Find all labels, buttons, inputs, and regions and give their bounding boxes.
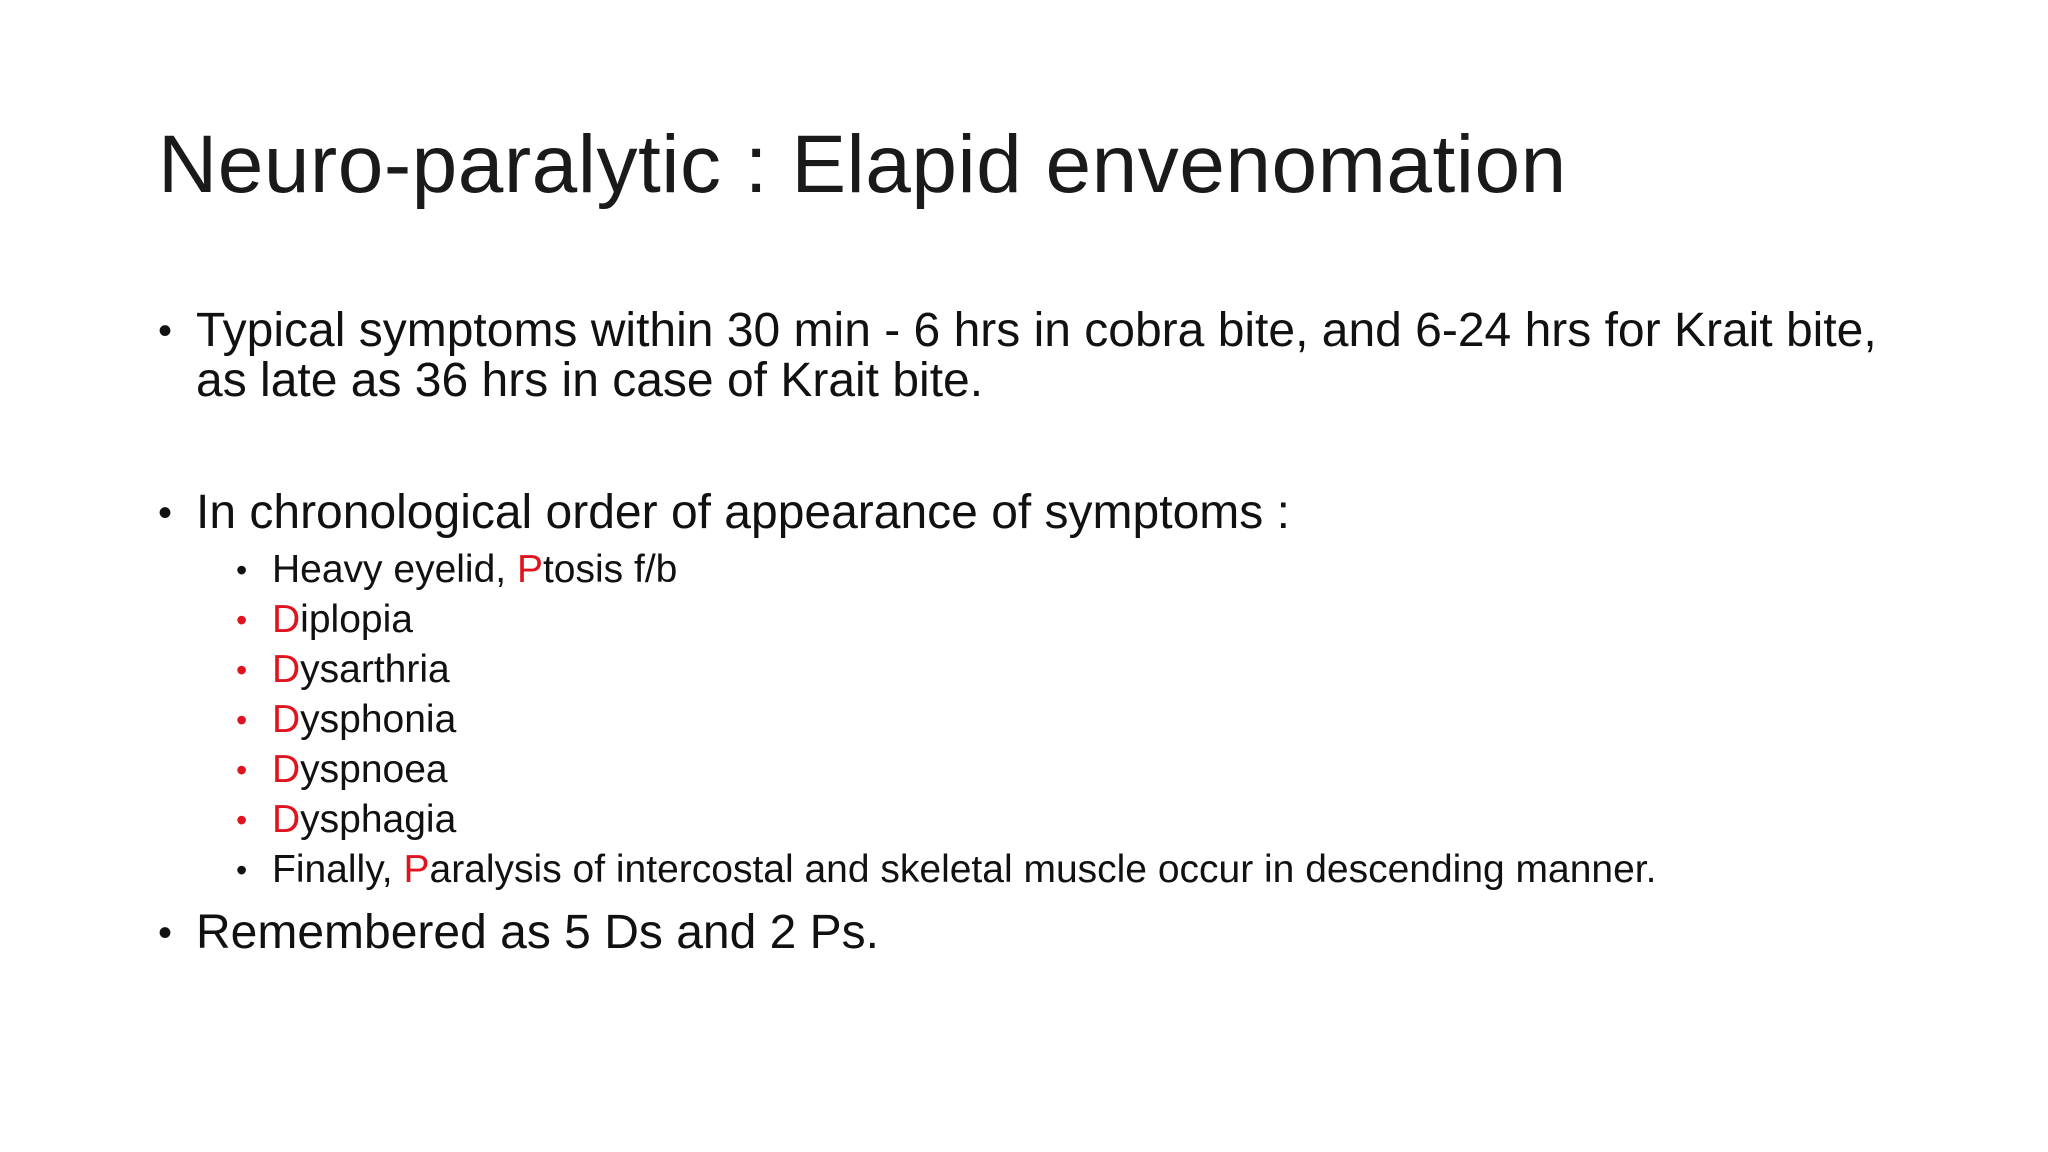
bullet-dot-icon: • bbox=[158, 309, 173, 353]
mnemonic-letter: D bbox=[272, 748, 301, 791]
symptom-text: Dysphagia bbox=[272, 798, 457, 841]
mnemonic-letter: D bbox=[272, 798, 301, 841]
symptom-list bbox=[236, 545, 1656, 895]
bullet-dot-icon: • bbox=[236, 552, 248, 588]
bullet-text: In chronological order of appearance of symptoms : bbox=[196, 486, 1290, 539]
symptom-item-dysarthria bbox=[236, 645, 1656, 695]
symptom-item-dysphagia bbox=[236, 795, 1656, 845]
mnemonic-letter: P bbox=[516, 548, 543, 591]
bullet-text: Remembered as 5 Ds and 2 Ps. bbox=[196, 906, 879, 959]
symptom-text: Dysarthria bbox=[272, 648, 450, 691]
symptom-text: Dyspnoea bbox=[272, 748, 448, 791]
mnemonic-letter: P bbox=[403, 848, 430, 891]
bullet-chronological-order bbox=[158, 488, 1878, 538]
mnemonic-letter: D bbox=[272, 648, 301, 691]
bullet-onset-timing bbox=[158, 306, 1878, 406]
symptom-item-paralysis bbox=[236, 845, 1656, 895]
bullet-dot-icon: • bbox=[236, 702, 248, 738]
symptom-item-ptosis bbox=[236, 545, 1656, 595]
bullet-dot-icon: • bbox=[158, 911, 173, 955]
symptom-item-dysphonia bbox=[236, 695, 1656, 745]
bullet-dot-icon: • bbox=[236, 802, 248, 838]
symptom-item-diplopia bbox=[236, 595, 1656, 645]
slide-title: Neuro-paralytic : Elapid envenomation bbox=[158, 119, 1567, 210]
bullet-dot-icon: • bbox=[236, 602, 248, 638]
bullet-dot-icon: • bbox=[158, 491, 173, 535]
symptom-text: Heavy eyelid, Ptosis f/b bbox=[272, 548, 678, 591]
mnemonic-letter: D bbox=[272, 598, 301, 641]
bullet-text: Typical symptoms within 30 min - 6 hrs in cobra bite, and 6-24 hrs for Krait bite, as late as 36 hrs in case of Krait bite. bbox=[196, 304, 1877, 407]
symptom-text: Finally, Paralysis of intercostal and skeletal muscle occur in descending manner. bbox=[272, 848, 1657, 891]
bullet-dot-icon: • bbox=[236, 652, 248, 688]
bullet-dot-icon: • bbox=[236, 852, 248, 888]
symptom-text: Dysphonia bbox=[272, 698, 457, 741]
symptom-text: Diplopia bbox=[272, 598, 413, 641]
bullet-dot-icon: • bbox=[236, 752, 248, 788]
bullet-mnemonic-summary bbox=[158, 908, 1878, 958]
mnemonic-letter: D bbox=[272, 698, 301, 741]
symptom-item-dyspnoea bbox=[236, 745, 1656, 795]
